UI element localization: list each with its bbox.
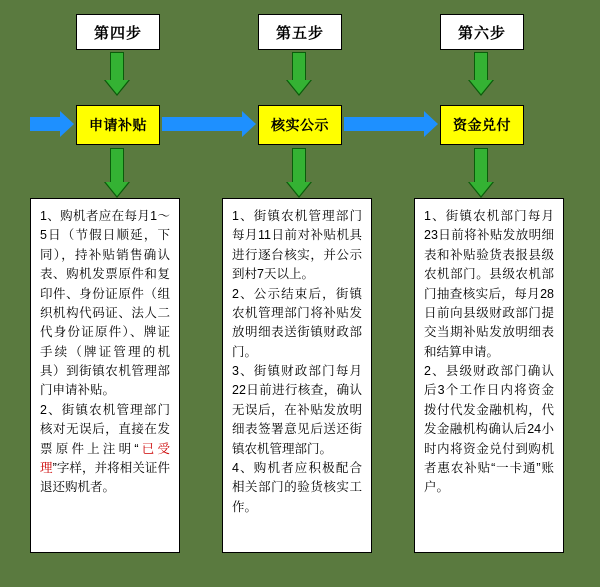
highlighted-term: 已受理 xyxy=(40,441,170,475)
description-line: 2、县级财政部门确认后3个工作日内将资金拨付代发金融机构，代发金融机构确认后24小时内将资金兑付到购机者惠农补贴“一卡通”账户。 xyxy=(424,364,554,495)
step-header-6 xyxy=(440,14,524,50)
step-header-5 xyxy=(258,14,342,50)
step-header-5-label: 第五步 xyxy=(275,24,324,42)
action-box-apply-subsidy-label: 申请补贴 xyxy=(89,117,147,133)
right-arrow-icon-entry xyxy=(30,111,74,137)
description-line: 1、购机者应在每月1～5日（节假日顺延，下同），持补贴销售确认表、购机发票原件和复印件、身份证原件（组织机构代码证、法人二代身份证原件）、牌证手续（牌证管理的机具）到街镇农机管理部门申请补贴。 xyxy=(40,209,170,398)
step-header-6-label: 第六步 xyxy=(457,24,506,42)
description-panel-step6 xyxy=(414,198,564,553)
description-line: 2、公示结束后，街镇农机管理部门将补贴发放明细表送街镇财政部门。 xyxy=(232,286,362,359)
description-line: 1、街镇农机管理部门每月11日前对补贴机具进行逐台核实，并公示到村7天以上。 xyxy=(232,209,362,282)
description-line: 2、街镇农机管理部门核对无误后，直接在发票原件上注明“已受理”字样，并将相关证件退还购机者。 xyxy=(40,402,170,495)
down-arrow-icon-step4-top xyxy=(104,52,130,96)
description-line: 3、街镇财政部门每月22日前进行核查，确认无误后，在补贴发放明细表签署意见后送还街镇农机管理部门。 xyxy=(232,364,362,456)
step-header-4-label: 第四步 xyxy=(93,24,142,42)
step-header-4 xyxy=(76,14,160,50)
down-arrow-icon-step5-top xyxy=(286,52,312,96)
down-arrow-icon-step6-top xyxy=(468,52,494,96)
action-box-fund-payout xyxy=(440,105,524,145)
down-arrow-icon-step5-bottom xyxy=(286,148,312,198)
down-arrow-icon-step4-bottom xyxy=(104,148,130,198)
description-panel-step4 xyxy=(30,198,180,553)
down-arrow-icon-step6-bottom xyxy=(468,148,494,198)
right-arrow-icon-step5-to-step6 xyxy=(344,111,438,137)
description-line: 4、购机者应积极配合相关部门的验货核实工作。 xyxy=(232,460,362,514)
action-box-fund-payout-label: 资金兑付 xyxy=(453,117,511,133)
action-box-verify-publicize-label: 核实公示 xyxy=(271,117,329,133)
action-box-verify-publicize xyxy=(258,105,342,145)
description-line: 1、街镇农机部门每月23日前将补贴发放明细表和补贴验货表报县级农机部门。县级农机部门抽查核实后，每月28日前向县级财政部门提交当期补贴发放明细表和结算申请。 xyxy=(424,209,554,359)
action-box-apply-subsidy xyxy=(76,105,160,145)
right-arrow-icon-step4-to-step5 xyxy=(162,111,256,137)
description-panel-step5 xyxy=(222,198,372,553)
